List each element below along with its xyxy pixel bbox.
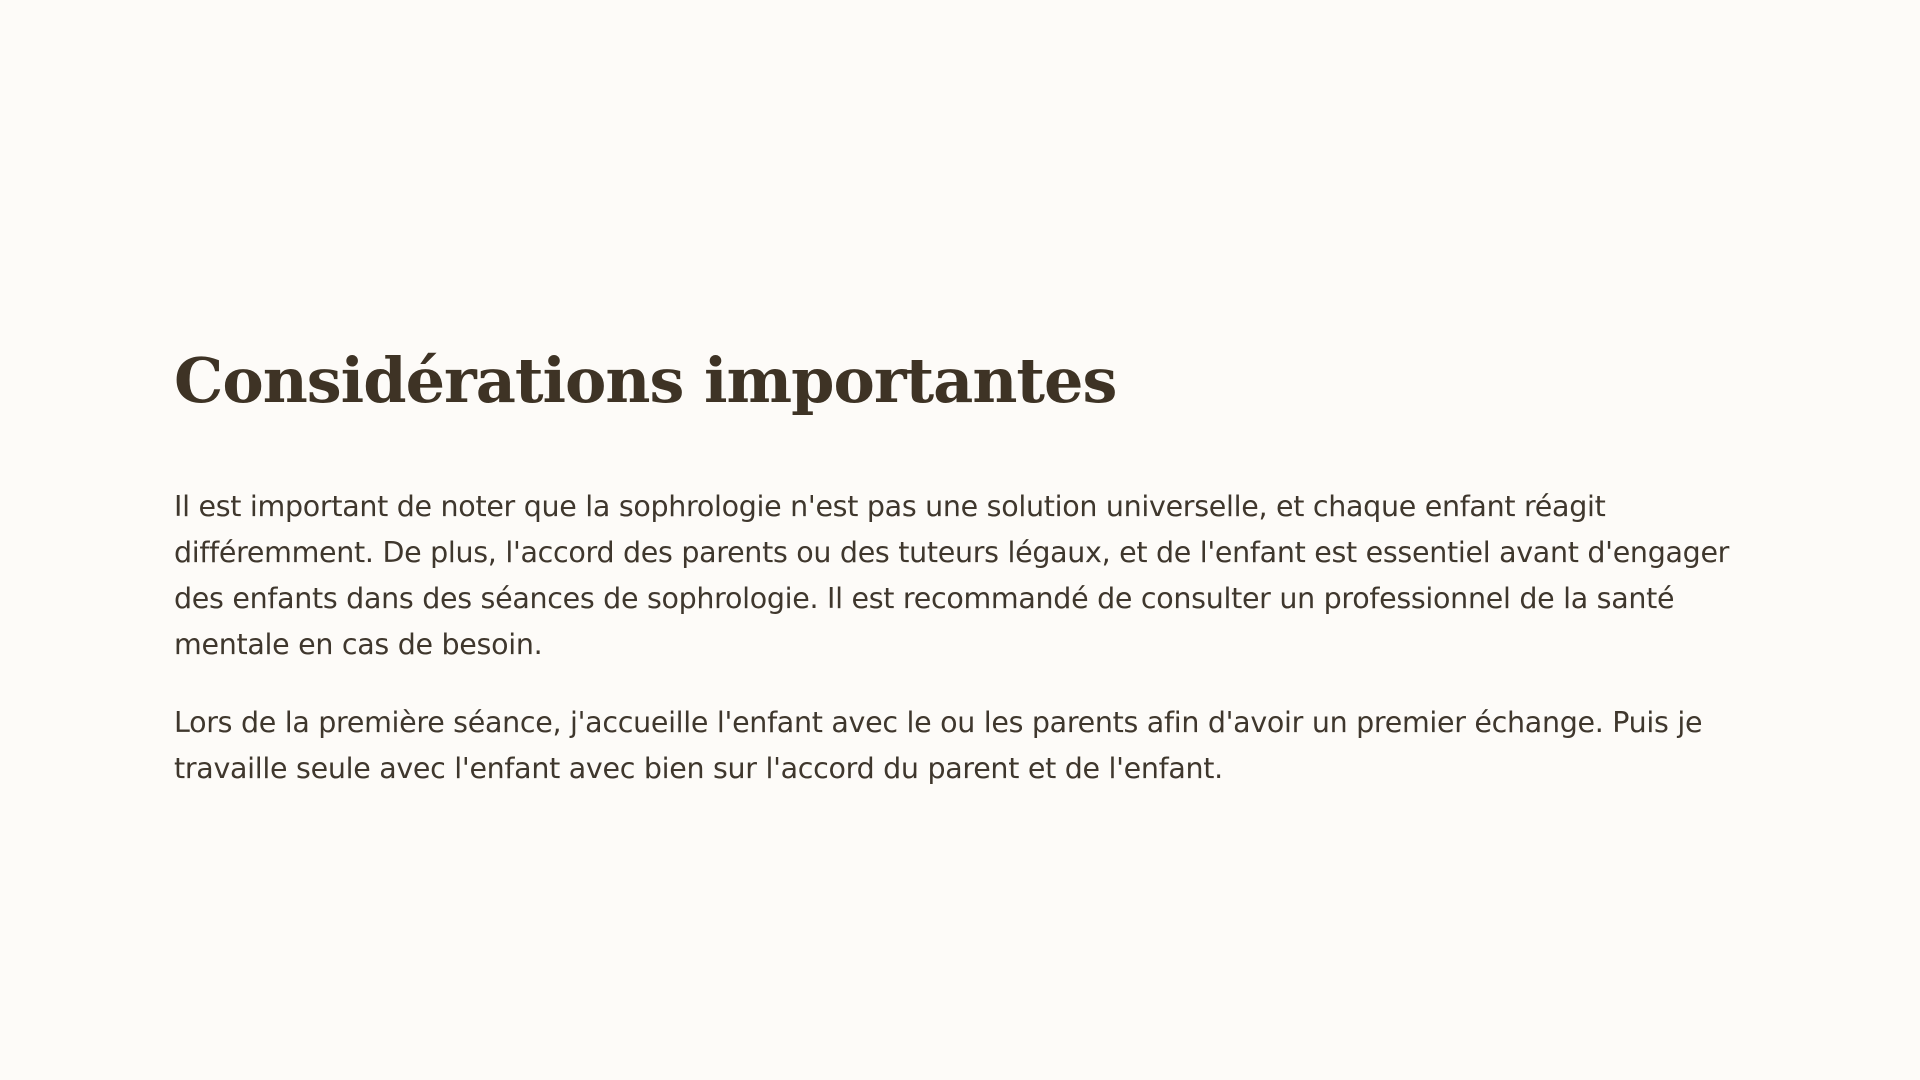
slide-content — [174, 340, 1754, 792]
slide-title: Considérations importantes — [174, 344, 1117, 417]
paragraph-first-session: Lors de la première séance, j'accueille l'enfant avec le ou les parents afin d'avoir un premier échange. Puis je travaille seule avec l'enfant avec bien sur l'accord du parent et de l'enfant. — [174, 706, 1703, 785]
paragraph-considerations: Il est important de noter que la sophrologie n'est pas une solution universelle, et chaque enfant réagit différemment. De plus, l'accord des parents ou des tuteurs légaux, et de l'enfant est essentiel avant d'engager des enfants dans des séances de sophrologie. Il est recommandé de consulter un professionnel de la santé mentale en cas de besoin. — [174, 490, 1730, 661]
